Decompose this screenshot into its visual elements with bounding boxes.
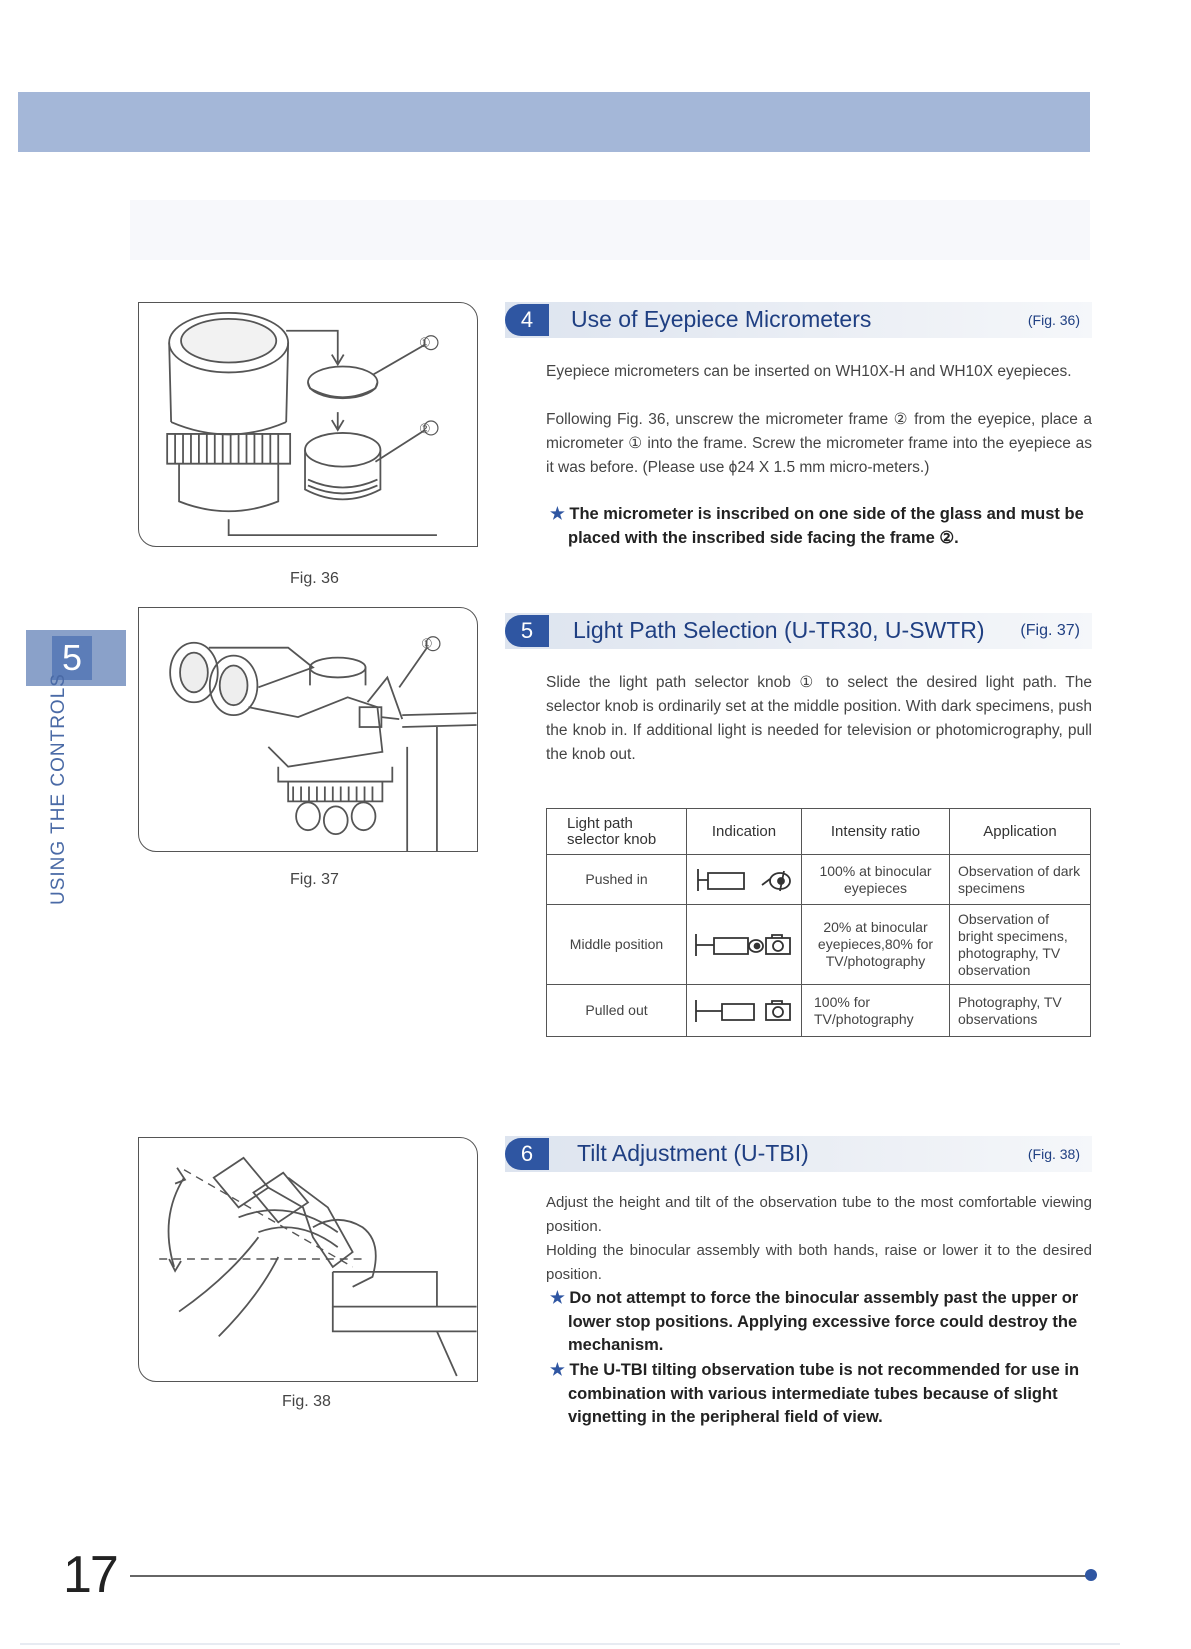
section-4-number: 4 bbox=[505, 304, 549, 336]
section-6-note-2: ★ The U-TBI tilting observation tube is not recommended for use in combination with various intermediate tubes because of slight vignetting in the peripheral field of view. bbox=[550, 1361, 1080, 1426]
section-4-paragraph-1: Eyepiece micrometers can be inserted on WH10X-H and WH10X eyepieces. bbox=[546, 363, 1072, 380]
section-4-fig-ref: (Fig. 36) bbox=[1027, 312, 1080, 328]
cell-application: Observation of dark specimens bbox=[950, 855, 1091, 905]
figure-36-caption: Fig. 36 bbox=[290, 570, 339, 587]
tilt-adjustment-illustration bbox=[139, 1138, 477, 1381]
section-6-header bbox=[505, 1136, 1092, 1172]
section-5-paragraph-1: Slide the light path selector knob ① to select the desired light path. The selector knob is ordinarily set at the middle position. With dark specimens, push the knob in. If additional light is needed for television or photomicrography, pull the knob out. bbox=[546, 674, 1092, 763]
section-6-paragraph-2: Holding the binocular assembly with both hands, raise or lower it to the desired position. bbox=[546, 1242, 1092, 1283]
section-5-number: 5 bbox=[505, 615, 549, 647]
section-6-number: 6 bbox=[505, 1138, 549, 1170]
fig36-callout-2: ② bbox=[419, 421, 431, 436]
section-4-paragraph-2: Following Fig. 36, unscrew the micrometer frame ② from the eyepice, place a micrometer ① into the frame. Screw the micrometer frame into the eyepiece as it was before. (Please use ϕ24 X 1.5 mm micro-meters.) bbox=[546, 411, 1092, 476]
pulled-out-indicator-icon bbox=[687, 985, 802, 1037]
figure-38 bbox=[138, 1137, 478, 1382]
chapter-title-vertical: USING THE CONTROLS bbox=[48, 673, 69, 905]
section-6-note-1: ★ Do not attempt to force the binocular assembly past the upper or lower stop positions. Applying excessive force could destroy the mechanism. bbox=[550, 1289, 1079, 1354]
section-6-title: Tilt Adjustment (U-TBI) bbox=[577, 1140, 809, 1166]
section-5-title: Light Path Selection (U-TR30, U-SWTR) bbox=[573, 617, 985, 643]
note-star-icon: ★ bbox=[550, 505, 565, 523]
chapter-tab bbox=[26, 630, 126, 686]
cell-knob: Pushed in bbox=[547, 855, 687, 905]
table-header-indication: Indication bbox=[687, 809, 802, 855]
table-row bbox=[547, 985, 1091, 1037]
faint-header-band bbox=[130, 200, 1090, 260]
section-5-header bbox=[505, 613, 1092, 649]
page-number: 17 bbox=[63, 1546, 117, 1604]
cell-intensity: 20% at binocular eyepieces,80% for TV/photography bbox=[802, 905, 950, 985]
section-6-paragraph-1: Adjust the height and tilt of the observation tube to the most comfortable viewing position. bbox=[546, 1194, 1092, 1235]
top-header-bar bbox=[18, 92, 1090, 152]
figure-38-caption: Fig. 38 bbox=[282, 1393, 331, 1410]
cell-intensity: 100% at binocular eyepieces bbox=[802, 855, 950, 905]
section-4-title: Use of Eyepiece Micrometers bbox=[571, 306, 872, 332]
bottom-edge-rule bbox=[20, 1643, 1120, 1645]
cell-knob: Pulled out bbox=[547, 985, 687, 1037]
cell-application: Observation of bright specimens, photography, TV observation bbox=[950, 905, 1091, 985]
table-header-intensity: Intensity ratio bbox=[802, 809, 950, 855]
footer-dot bbox=[1085, 1569, 1097, 1581]
table-header-knob: Light path selector knob bbox=[547, 809, 687, 855]
fig36-callout-1: ① bbox=[419, 335, 431, 350]
footer-rule bbox=[130, 1575, 1090, 1577]
section-6-fig-ref: (Fig. 38) bbox=[1027, 1146, 1080, 1162]
table-row bbox=[547, 905, 1091, 985]
note-star-icon: ★ bbox=[550, 1361, 565, 1379]
section-5-fig-ref: (Fig. 37) bbox=[1020, 622, 1080, 639]
pushed-in-indicator-icon bbox=[687, 855, 802, 905]
light-path-table bbox=[546, 808, 1091, 1037]
table-header-application: Application bbox=[950, 809, 1091, 855]
chapter-number: 5 bbox=[52, 636, 92, 680]
section-4-header bbox=[505, 302, 1092, 338]
cell-application: Photography, TV observations bbox=[950, 985, 1091, 1037]
note-star-icon: ★ bbox=[550, 1289, 565, 1307]
cell-knob: Middle position bbox=[547, 905, 687, 985]
middle-position-indicator-icon bbox=[687, 905, 802, 985]
figure-37-caption: Fig. 37 bbox=[290, 871, 339, 888]
section-4-note-1: ★ The micrometer is inscribed on one side of the glass and must be placed with the inscribed side facing the frame ②. bbox=[550, 505, 1084, 547]
fig37-callout-1: ① bbox=[421, 636, 433, 651]
table-row bbox=[547, 855, 1091, 905]
cell-intensity: 100% for TV/photography bbox=[802, 985, 950, 1037]
